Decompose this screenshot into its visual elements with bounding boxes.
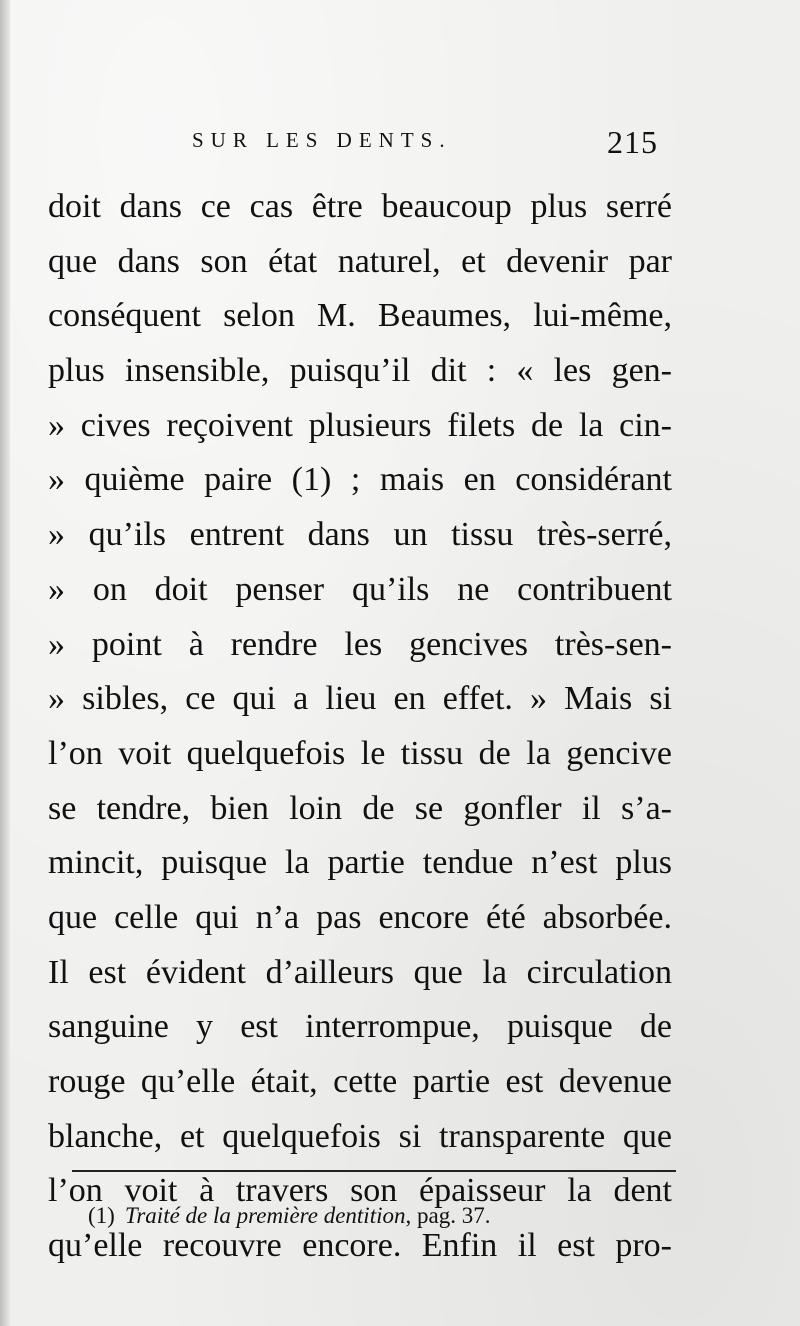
text-line: que dans son état naturel, et devenir par (48, 242, 672, 280)
text-line: l’on voit quelquefois le tissu de la gencive (48, 734, 672, 772)
text-line: » on doit penser qu’ils ne contribuent (48, 570, 672, 608)
text-line: » quième paire (1) ; mais en considérant (48, 461, 672, 499)
text-line: Il est évident d’ailleurs que la circulation (48, 953, 672, 991)
footnote-reference: , pag. 37. (405, 1203, 491, 1228)
text-line: sanguine y est interrompue, puisque de (48, 1008, 672, 1046)
text-line: » qu’ils entrent dans un tissu très-serré, (48, 516, 672, 554)
text-line: plus insensible, puisqu’il dit : « les gen- (48, 352, 672, 390)
text-line: qu’elle recouvre encore. Enfin il est pro- (48, 1227, 672, 1265)
footnote-title: Traité de la première dentition (124, 1203, 406, 1228)
running-head: SUR LES DENTS. (192, 128, 452, 152)
text-line: l’on voit à travers son épaisseur la dent (48, 1172, 672, 1210)
footnote-marker: (1) (88, 1203, 115, 1228)
page-gutter-shadow (0, 0, 10, 1326)
text-line: doit dans ce cas être beaucoup plus serré (48, 188, 672, 225)
text-line: blanche, et quelquefois si transparente que (48, 1117, 672, 1155)
text-line: » sibles, ce qui a lieu en effet. » Mais si (48, 680, 672, 718)
text-line: conséquent selon M. Beaumes, lui-même, (48, 297, 672, 335)
page-number: 215 (607, 124, 658, 160)
footnote-rule (72, 1170, 676, 1172)
text-line: » cives reçoivent plusieurs filets de la cin- (48, 406, 672, 444)
text-line: rouge qu’elle était, cette partie est devenue (48, 1063, 672, 1100)
main-text (48, 180, 672, 1274)
text-line: se tendre, bien loin de se gonfler il s’a- (48, 789, 672, 827)
text-line: mincit, puisque la partie tendue n’est plus (48, 844, 672, 882)
text-line: » point à rendre les gencives très-sen- (48, 625, 672, 663)
text-line: que celle qui n’a pas encore été absorbée. (48, 898, 672, 936)
footnote (88, 1203, 490, 1229)
